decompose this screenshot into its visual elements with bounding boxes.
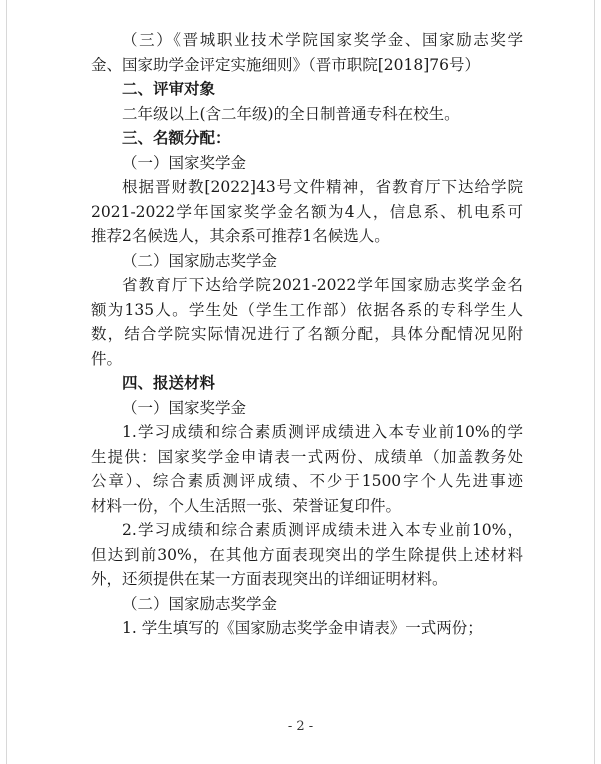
materials-item-2-cont: 但达到前30%，在其他方面表现突出的学生除提供上述材料: [91, 545, 523, 564]
section-heading-4: 四、报送材料: [122, 374, 216, 392]
section-heading-2: 二、评审对象: [122, 80, 216, 98]
paragraph-quota-1: 根据晋财教[2022]43号文件精神，省教育厅下达给学院: [122, 178, 523, 196]
paragraph-quota-2-cont2: 数，结合学院实际情况进行了名额分配，具体分配情况见附: [91, 325, 523, 343]
materials-item-1: 1.学习成绩和综合素质测评成绩进入本专业前10%的学: [122, 423, 523, 441]
paragraph-quota-1-cont: 2021-2022学年国家奖学金名额为4人，信息系、机电系可: [91, 202, 523, 221]
page-number: - 2 -: [287, 719, 314, 734]
subheading-encouragement-materials: （二）国家励志奖学金: [122, 594, 278, 613]
paragraph-quota-2: 省教育厅下达给学院2021-2022学年国家励志奖学金名: [122, 276, 523, 294]
page-edge-right: [594, 0, 595, 764]
materials-item-1-cont2: 公章）、综合素质测评成绩、不少于1500字个人先进事迹: [91, 472, 523, 490]
paragraph-quota-2-cont: 额为135人。学生处（学生工作部）依据各系的专科学生人: [91, 300, 523, 319]
materials-item-2: 2.学习成绩和综合素质测评成绩未进入本专业前10%，: [122, 521, 523, 539]
paragraph-quota-2-end: 件。: [91, 349, 123, 368]
materials-item-1-cont: 生提供：国家奖学金申请表一式两份、成绩单（加盖教务处: [91, 447, 523, 466]
paragraph-eligibility: 二年级以上(含二年级)的全日制普通专科在校生。: [122, 104, 460, 123]
document-body: [91, 28, 523, 641]
paragraph-quota-1-end: 推荐2名候选人，其余系可推荐1名候选人。: [91, 227, 390, 245]
subheading-encouragement-scholarship: （二）国家励志奖学金: [122, 251, 278, 270]
subheading-national-scholarship-materials: （一）国家奖学金: [122, 398, 247, 417]
encouragement-materials-item-1: 1. 学生填写的《国家励志奖学金申请表》一式两份；: [122, 619, 483, 637]
materials-item-2-end: 外，还须提供在某一方面表现突出的详细证明材料。: [91, 570, 448, 588]
basis-item-3-cont: 金、国家助学金评定实施细则》（晋市职院[2018]76号）: [91, 55, 481, 74]
subheading-national-scholarship: （一）国家奖学金: [122, 153, 247, 172]
section-heading-3: 三、名额分配：: [122, 129, 231, 147]
page-edge-left: [6, 0, 7, 764]
basis-item-3: （三）《晋城职业技术学院国家奖学金、国家励志奖学: [122, 31, 523, 49]
materials-item-1-end: 材料一份，个人生活照一张、荣誉证复印件。: [91, 496, 402, 515]
